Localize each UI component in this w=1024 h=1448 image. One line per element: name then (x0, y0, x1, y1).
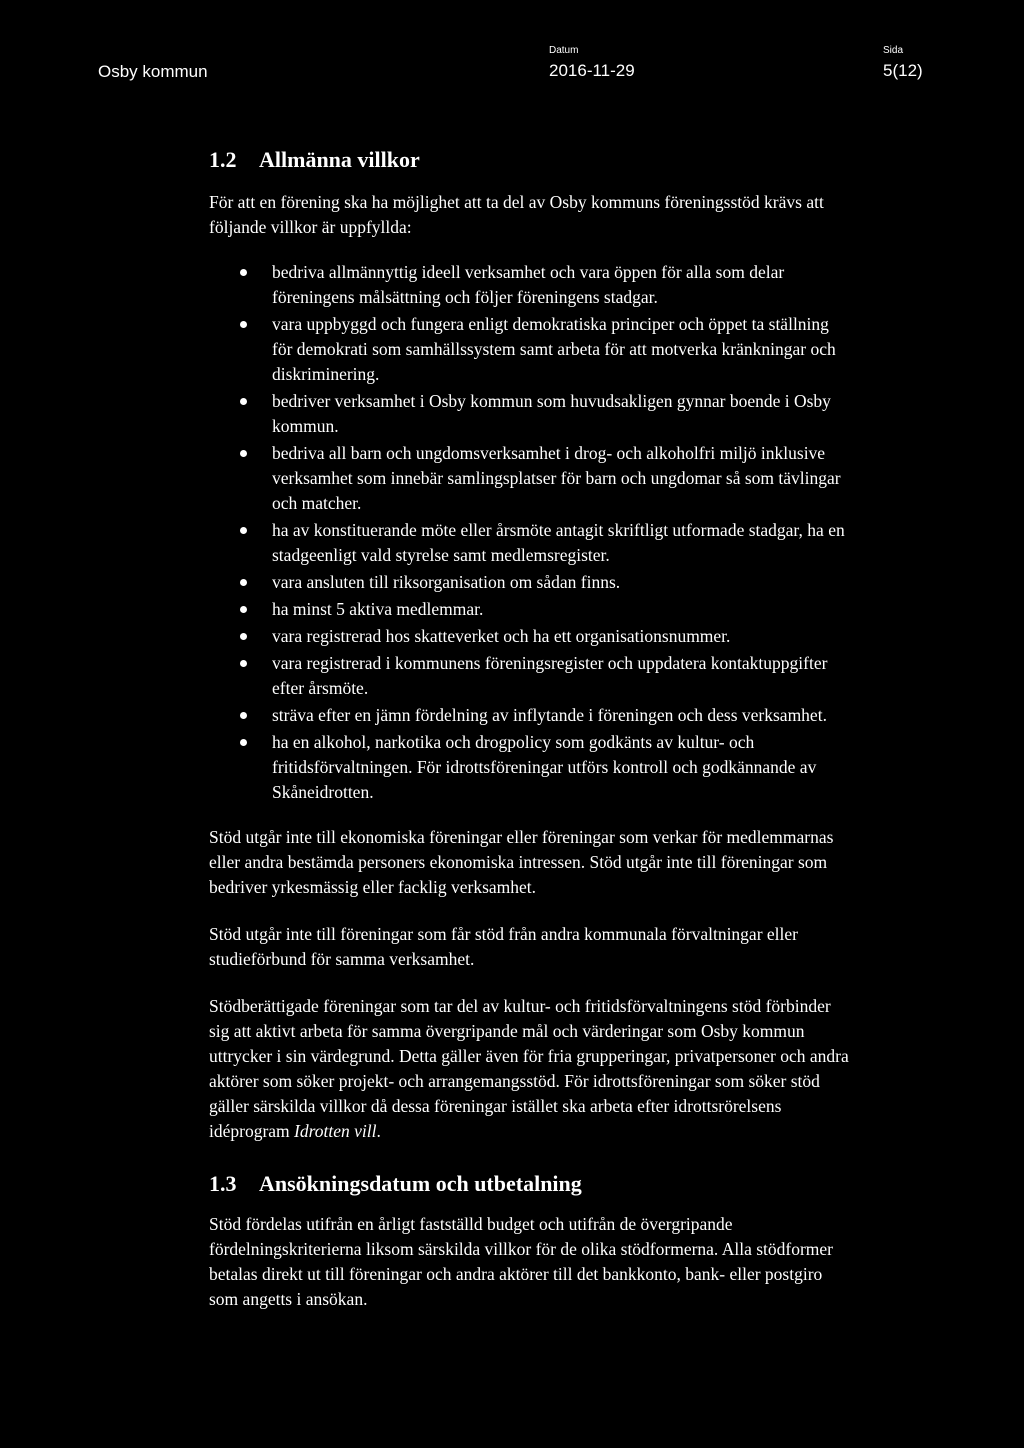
list-item-text: ha av konstituerande möte eller årsmöte antagit skriftligt utformade stadgar, ha en stadgeenligt vald styrelse samt medlemsregister. (272, 520, 845, 565)
page-header (0, 40, 1024, 90)
bullet-icon (240, 269, 247, 276)
page-value: 5(12) (883, 61, 923, 80)
list-item-text: ha minst 5 aktiva medlemmar. (272, 599, 484, 619)
section-title: Ansökningsdatum och utbetalning (259, 1171, 582, 1196)
list-item-text: vara uppbyggd och fungera enligt demokratiska principer och öppet ta ställning för demokrati som samhällssystem samt arbeta för att motverka kränkningar och diskriminering. (272, 314, 836, 384)
section-heading (209, 140, 849, 180)
bullet-icon (240, 660, 247, 667)
bullet-icon (240, 739, 247, 746)
paragraph-values-end: . (376, 1121, 381, 1141)
paragraph-other-funding: Stöd utgår inte till föreningar som får stöd från andra kommunala förvaltningar eller studieförbund för samma verksamhet. (209, 924, 798, 969)
bullet-icon (240, 321, 247, 328)
list-item (209, 518, 849, 568)
list-item (209, 260, 849, 310)
bullet-icon (240, 633, 247, 640)
list-item-text: sträva efter en jämn fördelning av inflytande i föreningen och dess verksamhet. (272, 705, 827, 725)
bullet-icon (240, 527, 247, 534)
section-heading (209, 1164, 849, 1204)
bullet-icon (240, 606, 247, 613)
bullet-icon (240, 579, 247, 586)
paragraph-values (209, 994, 849, 1144)
section-1-3 (209, 1164, 849, 1312)
payment-paragraph: Stöd fördelas utifrån en årligt fastställd budget och utifrån de övergripande fördelningskriterierna liksom särskilda villkor för de olika stödformerna. Alla stödformer betalas direkt ut till föreningar och andra aktörer till det bankkonto, bank- eller postgiro som angetts i ansökan. (209, 1214, 834, 1309)
bullet-icon (240, 450, 247, 457)
list-item (209, 703, 849, 728)
section-1-2 (209, 140, 849, 1144)
list-item-text: bedriver verksamhet i Osby kommun som huvudsakligen gynnar boende i Osby kommun. (272, 391, 831, 436)
paragraph-values-text: Stödberättigade föreningar som tar del av kultur- och fritidsförvaltningens stöd förbinder sig att aktivt arbeta för samma övergripande mål och värderingar som Osby kommun uttrycker i sin värdegrund. Detta gäller även för fria grupperingar, privatpersoner och andra aktörer som söker projekt- och arrangemangsstöd. För idrottsföreningar som söker stöd gäller särskilda villkor då dessa föreningar istället ska arbeta efter idrottsrörelsens idéprogram (209, 996, 849, 1141)
page-number-block (883, 44, 923, 82)
intro-paragraph: För att en förening ska ha möjlighet att ta del av Osby kommuns föreningsstöd krävs att följande villkor är uppfyllda: (209, 192, 824, 237)
list-item-text: vara ansluten till riksorganisation om sådan finns. (272, 572, 621, 592)
date-value: 2016-11-29 (549, 61, 635, 80)
list-item (209, 597, 849, 622)
paragraph-economic: Stöd utgår inte till ekonomiska föreningar eller föreningar som verkar för medlemmarnas eller andra bestämda personers ekonomiska intressen. Stöd utgår inte till föreningar som bedriver yrkesmässig eller facklig verksamhet. (209, 827, 834, 897)
list-item (209, 389, 849, 439)
list-item-text: vara registrerad hos skatteverket och ha ett organisationsnummer. (272, 626, 731, 646)
section-number: 1.3 (209, 1171, 237, 1196)
document-body (209, 140, 849, 1312)
list-item (209, 312, 849, 387)
date-block (549, 44, 635, 82)
date-label: Datum (549, 45, 579, 56)
list-item (209, 624, 849, 649)
list-item (209, 651, 849, 701)
list-item-text: vara registrerad i kommunens föreningsregister och uppdatera kontaktuppgifter efter årsmöte. (272, 653, 828, 698)
list-item-text: bedriva all barn och ungdomsverksamhet i drog- och alkoholfri miljö inklusive verksamhet som innebär samlingsplatser för barn och ungdomar så som tävlingar och matcher. (272, 443, 841, 513)
section-number: 1.2 (209, 147, 237, 172)
list-item-text: bedriva allmännyttig ideell verksamhet och vara öppen för alla som delar föreningens målsättning och följer föreningens stadgar. (272, 262, 785, 307)
bullet-icon (240, 398, 247, 405)
list-item (209, 441, 849, 516)
program-title: Idrotten vill (294, 1121, 377, 1141)
list-item (209, 570, 849, 595)
list-item (209, 730, 849, 805)
list-item-text: ha en alkohol, narkotika och drogpolicy som godkänts av kultur- och fritidsförvaltningen. För idrottsföreningar utförs kontroll och godkännande av Skåneidrotten. (272, 732, 817, 802)
page-label: Sida (883, 45, 904, 56)
section-title: Allmänna villkor (259, 147, 420, 172)
conditions-list (209, 260, 849, 805)
bullet-icon (240, 712, 247, 719)
organization-name: Osby kommun (98, 62, 208, 81)
